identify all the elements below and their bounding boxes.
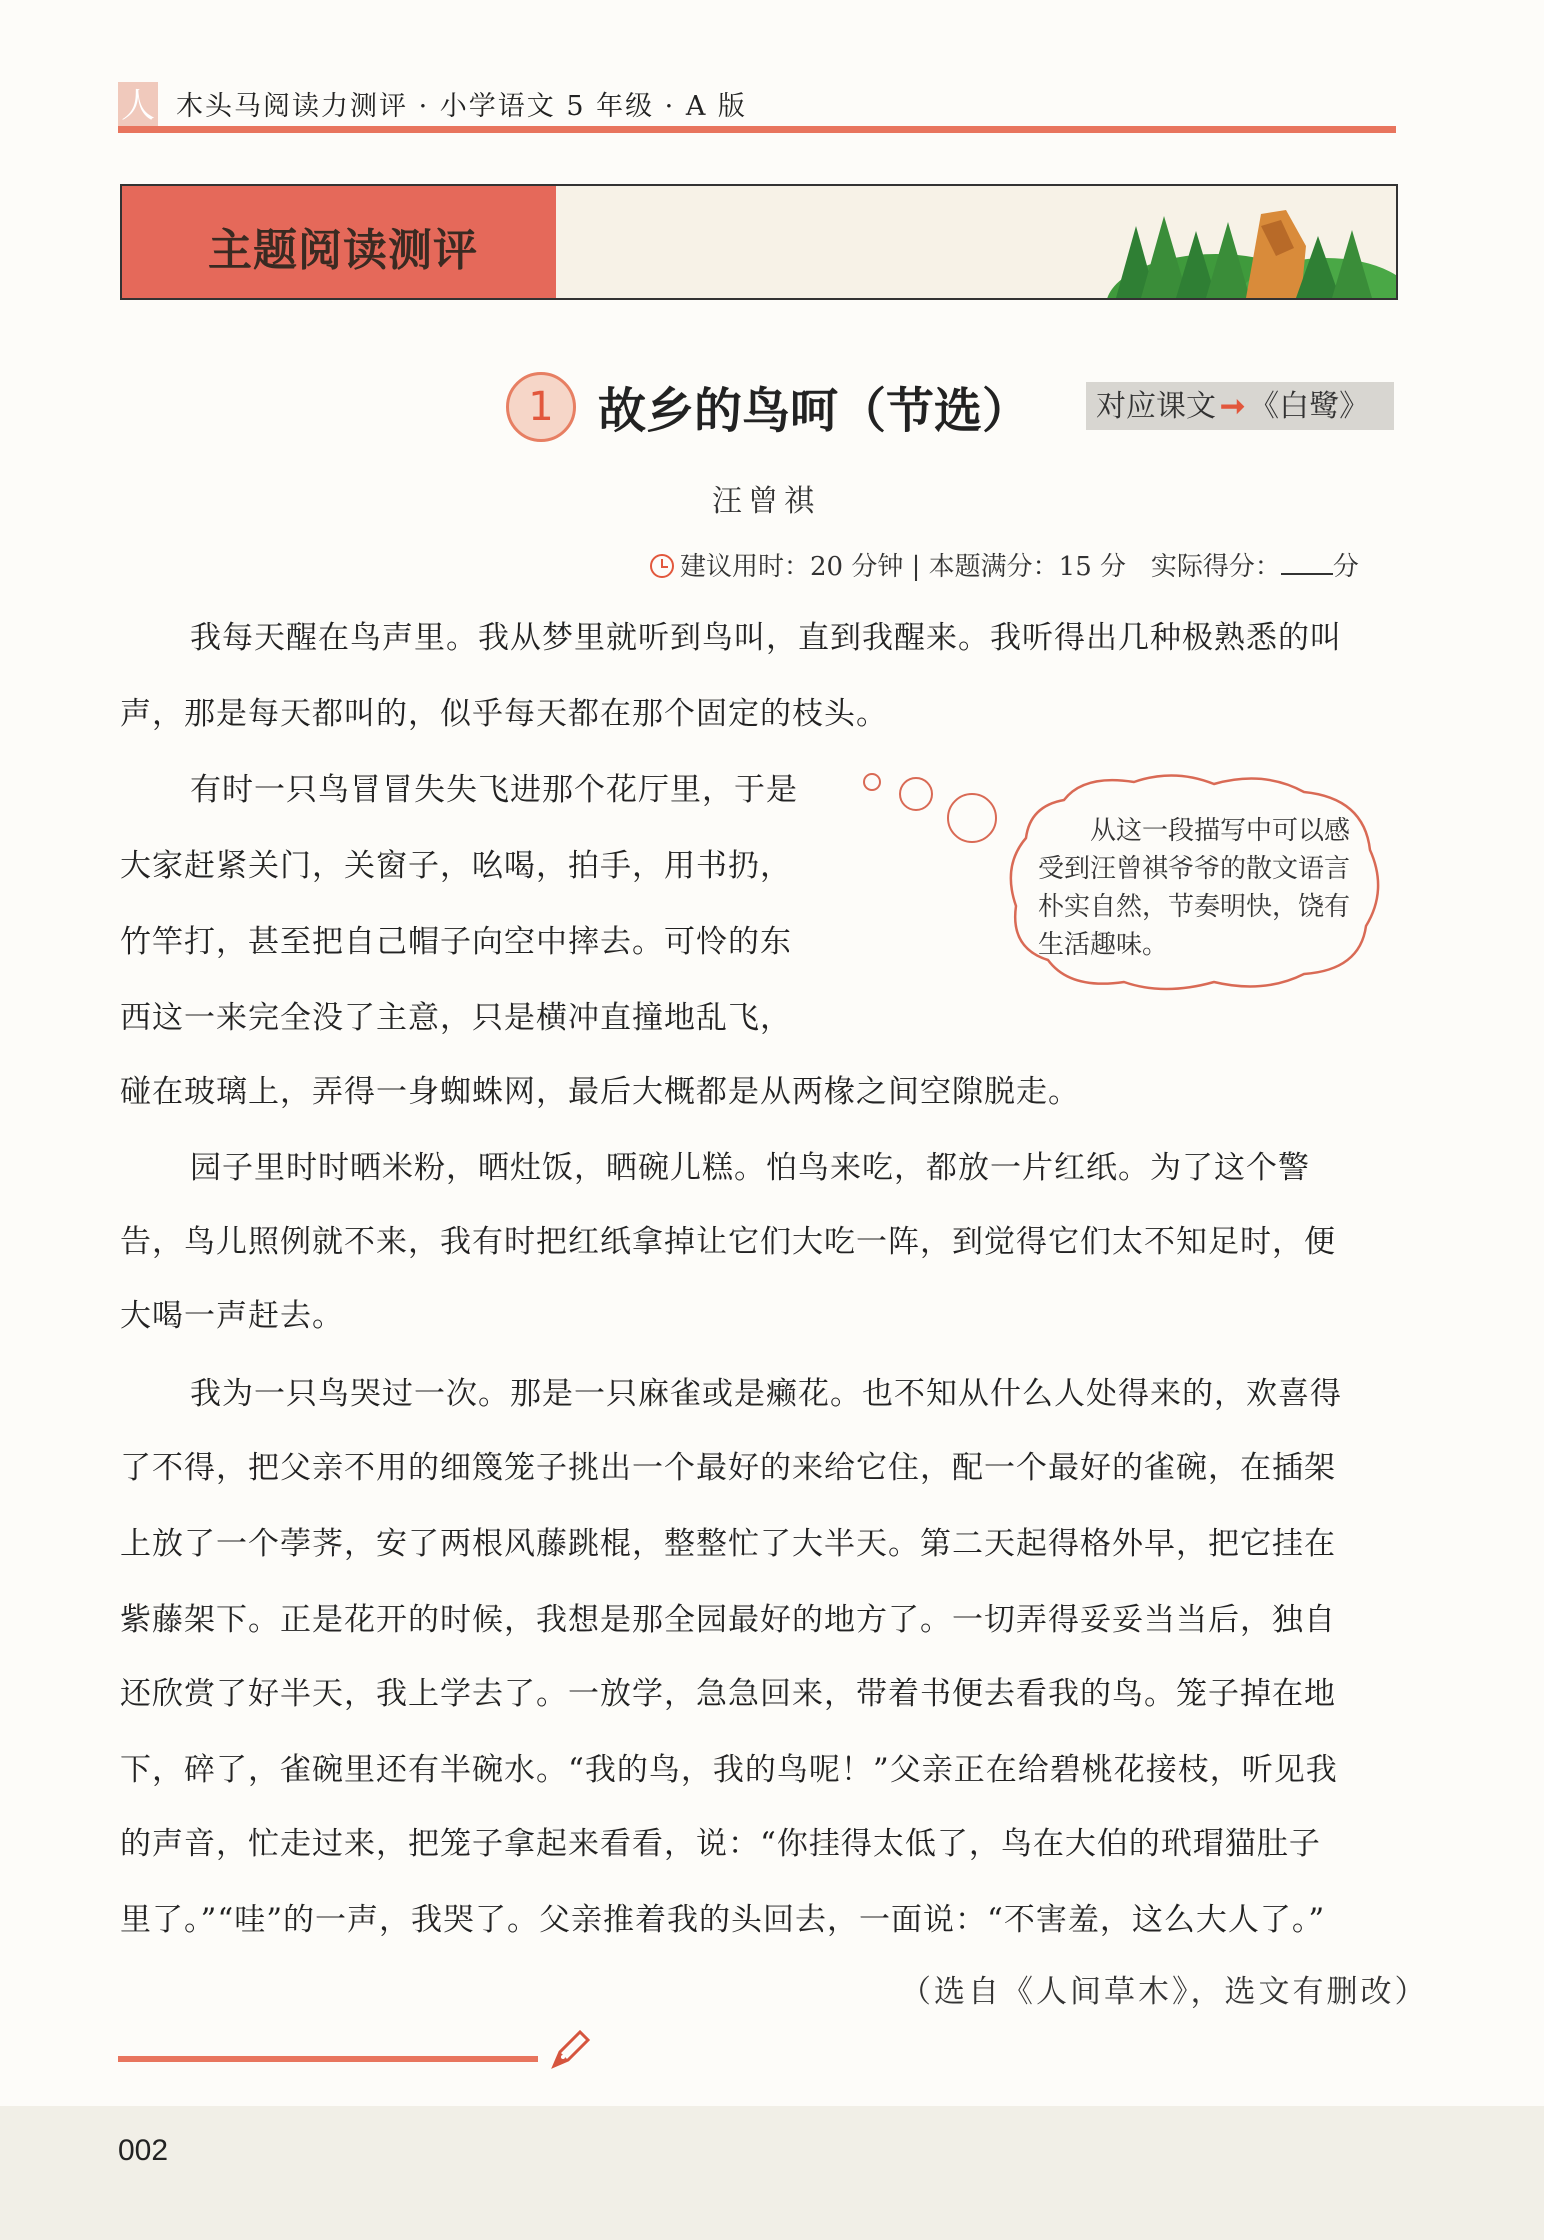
actual-score-label: 实际得分： (1150, 552, 1281, 582)
passage-line: 我为一只鸟哭过一次。那是一只麻雀或是癞花。也不知从什么人处得来的，欢喜得 (190, 1376, 1342, 1412)
thought-bubble-dots (860, 770, 1010, 850)
related-text-box (1086, 382, 1394, 430)
passage-line: 声，那是每天都叫的，似乎每天都在那个固定的枝头。 (120, 696, 888, 732)
lesson-number-badge: 1 (506, 372, 576, 442)
header-rule (118, 126, 1396, 133)
suggested-time: 建议用时：20 分钟 (680, 552, 904, 582)
hills-trees-illustration (1096, 186, 1396, 298)
passage-line: 下，碎了，雀碗里还有半碗水。“我的鸟，我的鸟呢！”父亲正在给碧桃花接枝，听见我 (120, 1752, 1338, 1788)
pen-icon (546, 2026, 594, 2074)
page-number: 002 (118, 2134, 169, 2167)
timing-separator: | (903, 552, 929, 582)
passage-line: 的声音，忙走过来，把笼子拿起来看看，说：“你挂得太低了，鸟在大伯的玳瑁猫肚子 (120, 1826, 1321, 1862)
series-logo-mark: 人 (118, 82, 158, 130)
passage-line: 紫藤架下。正是花开的时候，我想是那全园最好的地方了。一切弄得妥妥当当后，独自 (120, 1602, 1336, 1638)
arrow-right-icon: ➞ (1220, 389, 1246, 424)
footer-rule (118, 2056, 538, 2062)
related-text-label: 对应课文 (1096, 389, 1216, 424)
section-banner (120, 184, 1398, 300)
passage-line: 还欣赏了好半天，我上学去了。一放学，急急回来，带着书便去看我的鸟。笼子掉在地 (120, 1676, 1336, 1712)
passage-line: 了不得，把父亲不用的细篾笼子挑出一个最好的来给它住，配一个最好的雀碗，在插架 (120, 1450, 1336, 1486)
timing-row (650, 546, 1359, 583)
passage-line: 西这一来完全没了主意，只是横冲直撞地乱飞， (120, 1000, 792, 1036)
annotation-bubble (1004, 770, 1384, 994)
score-unit: 分 (1332, 552, 1359, 582)
actual-score-blank[interactable] (1281, 553, 1333, 575)
book-title: 木头马阅读力测评 · 小学语文 5 年级 · A 版 (176, 91, 747, 122)
passage-line: 有时一只鸟冒冒失失飞进那个花厅里，于是 (190, 772, 798, 808)
passage-line: 大喝一声赶去。 (120, 1298, 344, 1334)
passage-line: 上放了一个荸荠，安了两根风藤跳棍，整整忙了大半天。第二天起得格外早，把它挂在 (120, 1526, 1336, 1562)
passage-line: 园子里时时晒米粉，晒灶饭，晒碗儿糕。怕鸟来吃，都放一片红纸。为了这个警 (190, 1150, 1310, 1186)
clock-icon (650, 554, 674, 578)
passage-line: 我每天醒在鸟声里。我从梦里就听到鸟叫，直到我醒来。我听得出几种极熟悉的叫 (190, 620, 1342, 656)
passage-line: 里了。”“哇”的一声，我哭了。父亲推着我的头回去，一面说：“不害羞，这么大人了。” (120, 1902, 1326, 1938)
annotation-text: 从这一段描写中可以感受到汪曾祺爷爷的散文语言朴实自然，节奏明快，饶有生活趣味。 (1038, 816, 1351, 960)
full-score: 本题满分：15 分 (928, 552, 1127, 582)
passage-line: 大家赶紧关门，关窗子，吆喝，拍手，用书扔， (120, 848, 792, 884)
author-name: 汪曾祺 (712, 484, 820, 519)
footer-band (0, 2106, 1544, 2240)
passage-line: 告，鸟儿照例就不来，我有时把红纸拿掉让它们大吃一阵，到觉得它们太不知足时，便 (120, 1224, 1336, 1260)
related-text-title: 《白鹭》 (1249, 389, 1370, 424)
lesson-title: 故乡的鸟呵（节选） (598, 383, 1031, 439)
section-title: 主题阅读测评 (208, 225, 478, 276)
source-citation: （选自《人间草木》，选文有删改） (900, 1974, 1429, 2010)
passage-line: 碰在玻璃上，弄得一身蜘蛛网，最后大概都是从两椽之间空隙脱走。 (120, 1074, 1080, 1110)
passage-line: 竹竿打，甚至把自己帽子向空中摔去。可怜的东 (120, 924, 792, 960)
